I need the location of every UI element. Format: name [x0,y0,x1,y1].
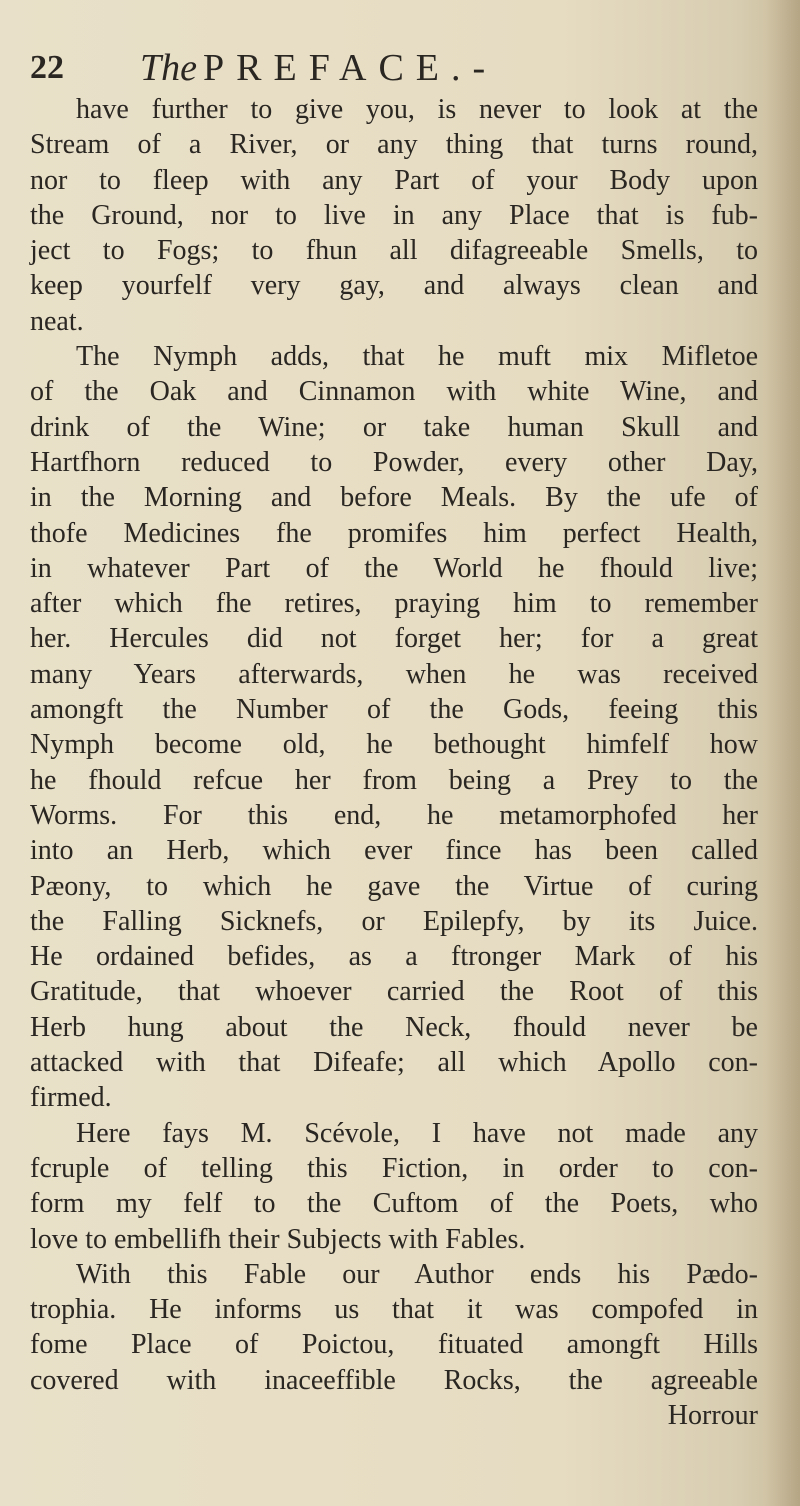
text-line: Herb hung about the Neck, fhould never be [30,1011,758,1043]
text-line: fome Place of Poictou, fituated amongft Hills [30,1329,758,1361]
paragraph-start: The Nymph adds, that he muft mix Mifletoe [76,341,758,373]
text-line: Hartfhorn reduced to Powder, every other Day, [30,446,758,478]
paragraph-start: With this Fable our Author ends his Pædo- [76,1258,758,1290]
text-line: have further to give you, is never to look at the [76,94,758,125]
text-line: He ordained befides, as a ftronger Mark of his [30,941,758,973]
text-line: firmed. [30,1082,112,1114]
text-line: thofe Medicines fhe promifes him perfect Health, [30,517,758,549]
text-line: Nymph become old, he bethought himfelf how [30,729,758,761]
running-title-main: PREFACE.- [203,47,498,89]
text-line: attacked with that Difeafe; all which Apollo con- [30,1047,758,1079]
text-line: he fhould refcue her from being a Prey to the [30,764,758,796]
text-line: in the Morning and before Meals. By the ufe of [30,482,758,514]
text-line: form my felf to the Cuftom of the Poets, who [30,1188,758,1220]
page-header [30,38,670,98]
text-line: of the Oak and Cinnamon with white Wine, and [30,376,758,408]
text-line: fcruple of telling this Fiction, in order to con- [30,1152,758,1184]
text-line: ject to Fogs; to fhun all difagreeable Smells, to [30,235,758,267]
text-line: Worms. For this end, he metamorphofed her [30,799,758,831]
text-line: in whatever Part of the World he fhould live; [30,552,758,584]
text-line: Gratitude, that whoever carried the Root of this [30,976,758,1008]
text-line: covered with inaceeffible Rocks, the agreeable [30,1364,758,1396]
page-number: 22 [30,49,64,86]
running-title-the: The [140,47,197,89]
paragraph-start: Here fays M. Scévole, I have not made any [76,1117,758,1149]
text-line: her. Hercules did not forget her; for a great [30,623,758,655]
text-line: the Ground, nor to live in any Place that is fub- [30,199,758,231]
text-line: amongft the Number of the Gods, feeing this [30,694,758,726]
text-line: love to embellifh their Subjects with Fables. [30,1223,526,1255]
text-line: drink of the Wine; or take human Skull and [30,411,758,443]
text-line: trophia. He informs us that it was compofed in [30,1294,758,1326]
text-line: neat. [30,305,84,337]
text-line: into an Herb, which ever fince has been called [30,835,758,867]
text-line: keep yourfelf very gay, and always clean and [30,270,758,302]
text-line: Pæony, to which he gave the Virtue of curing [30,870,758,902]
text-line: Stream of a River, or any thing that turns round, [30,129,758,161]
text-line: nor to fleep with any Part of your Body upon [30,164,758,196]
running-title [140,46,497,90]
catchword: Horrour [667,1399,758,1431]
body-text [30,92,758,1433]
text-line: many Years afterwards, when he was received [30,658,758,690]
page-gutter-shadow [766,0,800,1506]
text-line: the Falling Sicknefs, or Epilepfy, by its Juice. [30,905,758,937]
text-line: after which fhe retires, praying him to remember [30,588,758,620]
